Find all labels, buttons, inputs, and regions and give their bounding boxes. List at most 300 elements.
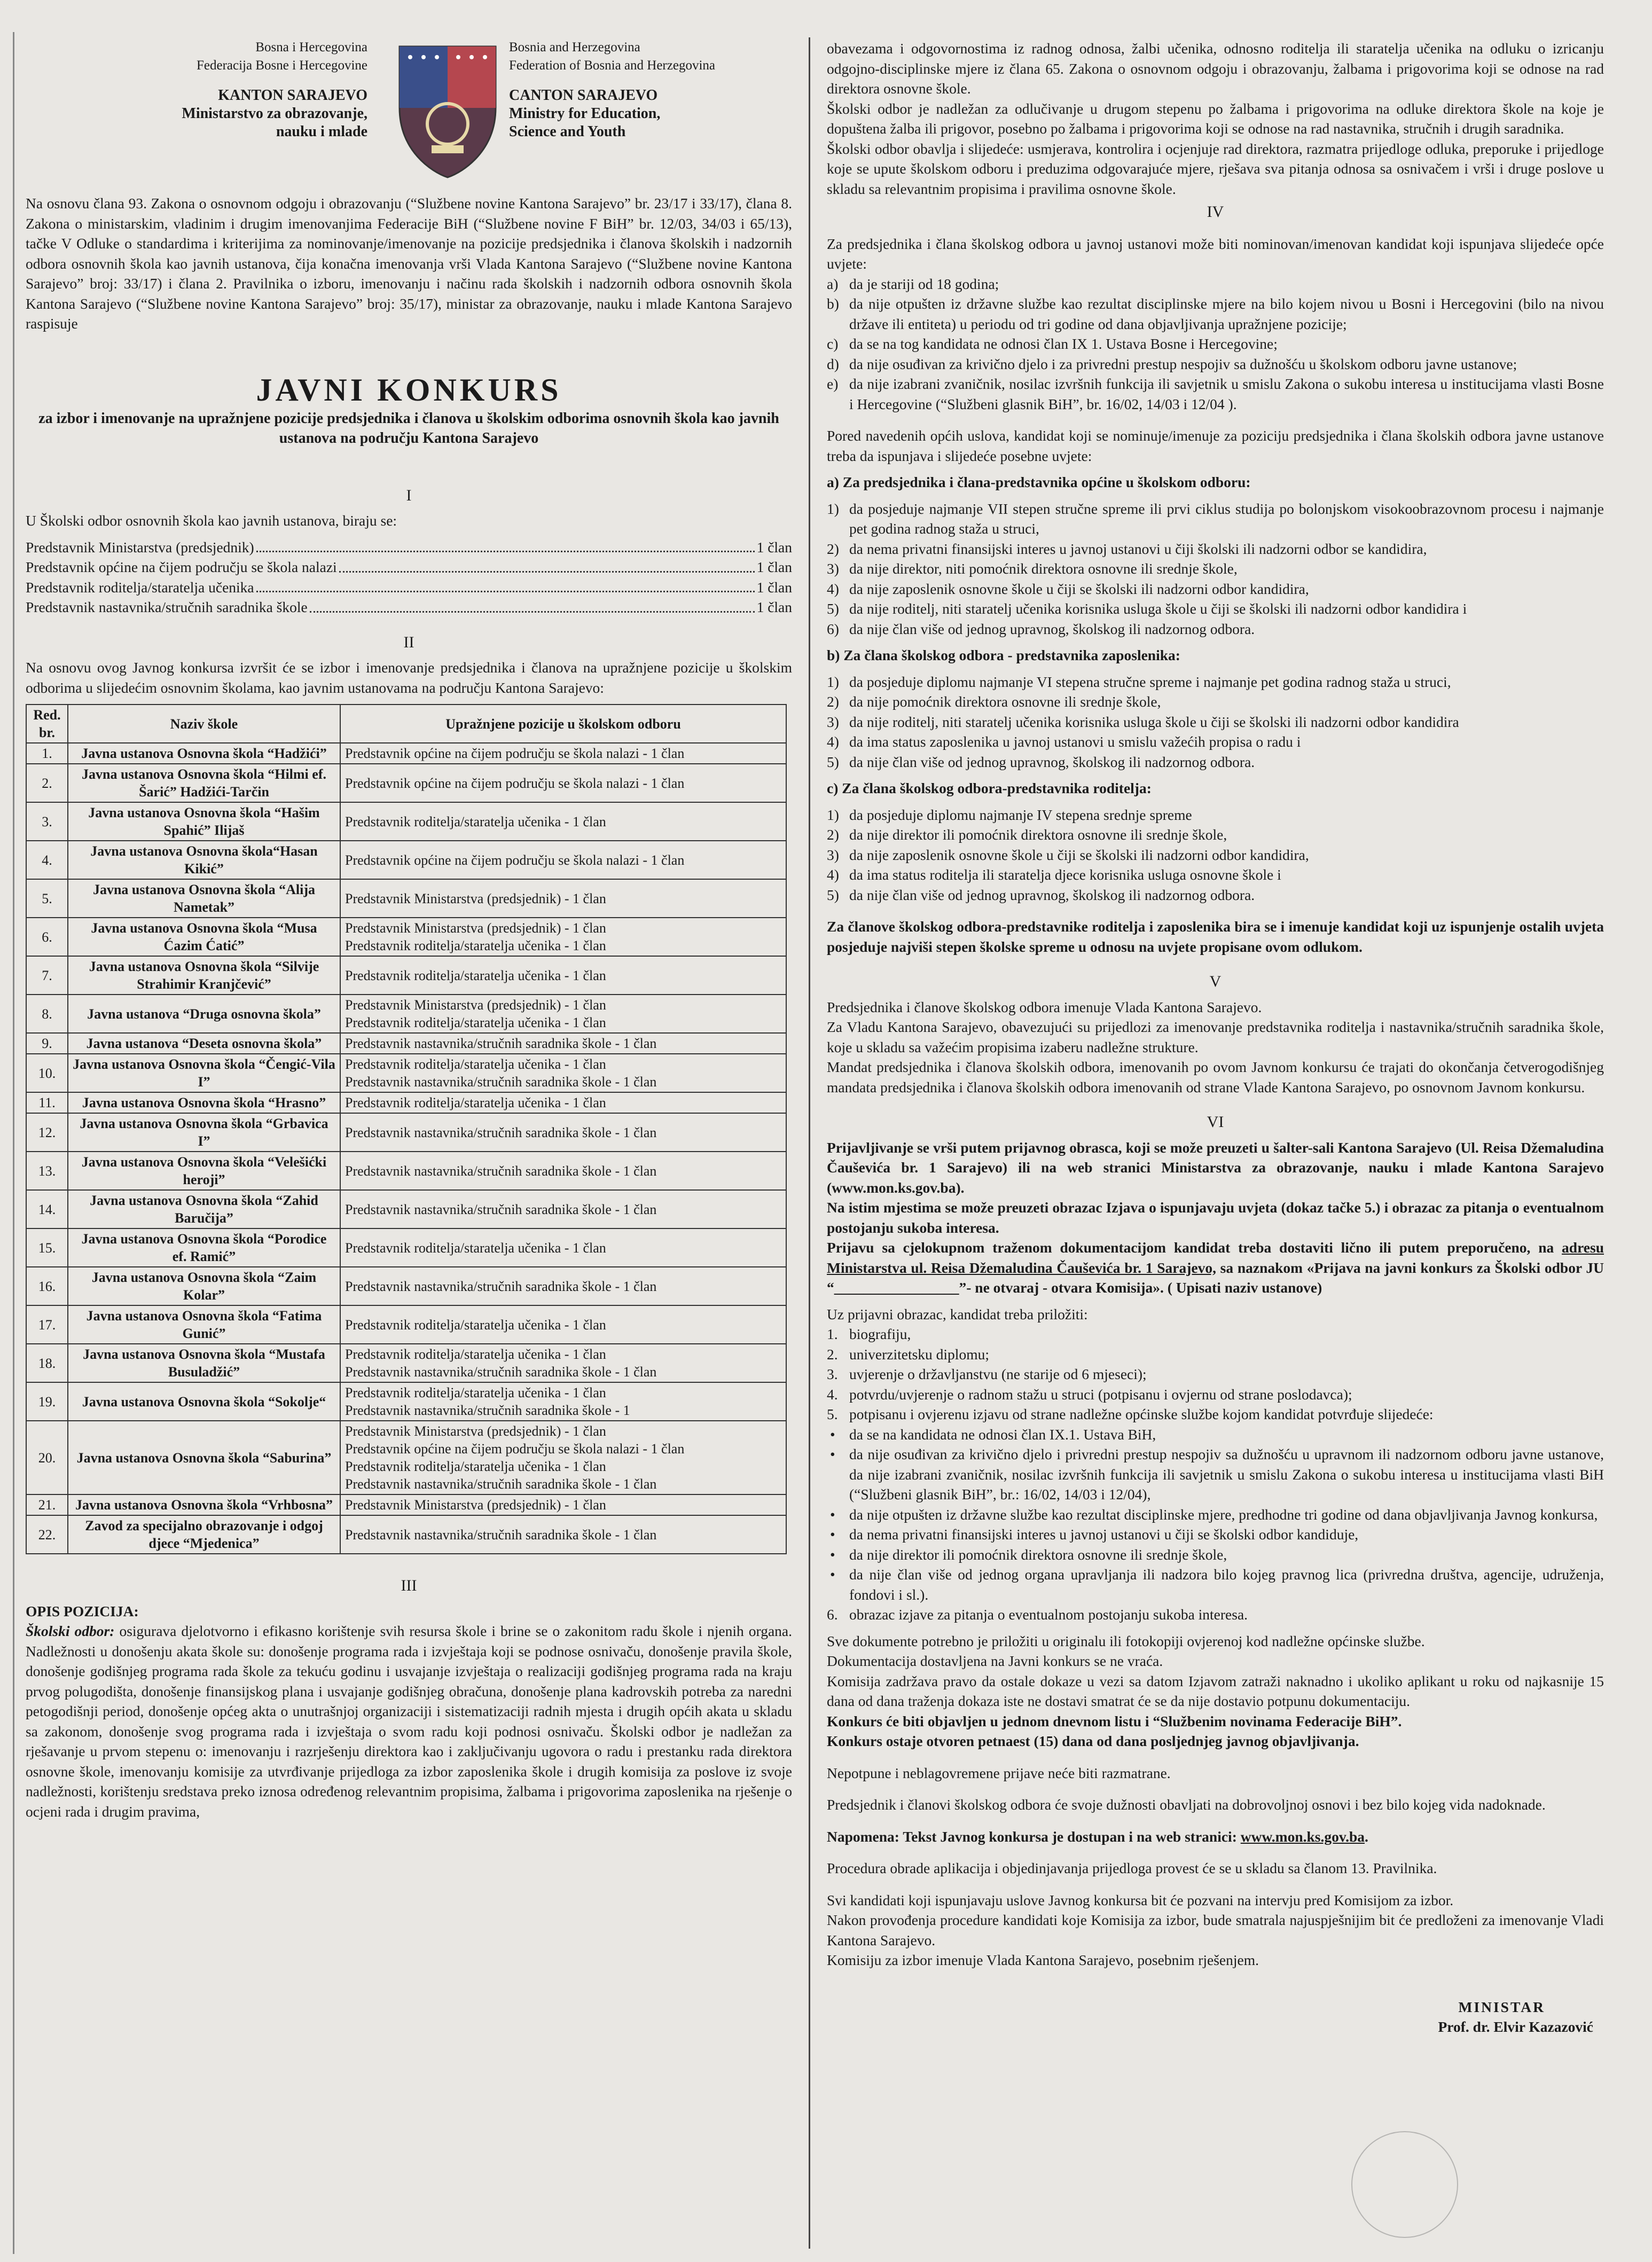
school-name: Javna ustanova Osnovna škola “Hašim Spahić” Ilijaš (68, 802, 340, 841)
vacant-positions (340, 1344, 786, 1382)
conditions-list-c (827, 805, 1604, 905)
row-number: 19. (26, 1382, 68, 1421)
signature-title: MINISTAR (1458, 1998, 1545, 2015)
header-right-text (509, 38, 808, 141)
list-text: da se na tog kandidata ne odnosi član IX 1. Ustava Bosne i Hercegovine; (849, 335, 1278, 352)
position-entry: Predstavnik nastavnika/stručnih saradnika škole - 1 član (345, 1527, 657, 1543)
header-left-line: Bosna i Hercegovina (255, 40, 367, 54)
list-number: 4) (827, 866, 839, 883)
table-row (26, 1113, 786, 1152)
final-paragraph: Svi kandidati koji ispunjavaju uslove Javnog konkursa bit će pozvani na intervju pred Komisijom za izbor. (827, 1891, 1454, 1908)
list-item (827, 712, 1604, 732)
table-header-row (26, 705, 786, 743)
list-number: 6. (827, 1606, 838, 1623)
vacant-positions (340, 1113, 786, 1152)
member-count: 1 član (756, 538, 792, 555)
position-entry: Predstavnik Ministarstva (predsjednik) - 1 član (345, 1423, 606, 1439)
conditions-list-a (827, 499, 1604, 639)
list-number: b) (827, 295, 839, 312)
list-item (827, 825, 1604, 845)
attachments-list-end (827, 1604, 1604, 1625)
voluntary-basis-note: Predsjednik i članovi školskog odbora će svoje dužnosti obavljati na dobrovoljnoj osnovi i bez bilo kojeg vida nadoknade. (827, 1796, 1546, 1813)
list-number: 2) (827, 693, 839, 710)
position-entry: Predstavnik roditelja/staratelja učenika - 1 član (345, 1385, 606, 1400)
list-item (827, 692, 1604, 712)
list-number: 6) (827, 620, 839, 637)
table-row (26, 1228, 786, 1267)
deadline-info: Konkurs ostaje otvoren petnaest (15) dana od dana posljednjeg javnog objavljivanja. (827, 1733, 1359, 1749)
vacant-positions (340, 1382, 786, 1421)
procedure-note: Procedura obrade aplikacija i objedinjavanja prijedloga provest će se u skladu sa članom 13. Pravilnika. (827, 1860, 1437, 1876)
documents-paragraph: Komisija zadržava pravo da ostale dokaze u vezi sa datom Izjavom zatraži naknadno i ukoliko aplikant u roku od najkasnije 15 dana od dana traženja dokaza iste ne dostavi smatrat će se da nije dostavio potpunu dokumentaciju. (827, 1672, 1604, 1709)
position-entry: Predstavnik roditelja/staratelja učenika - 1 član (345, 813, 606, 829)
list-number: 4) (827, 580, 839, 597)
list-item (827, 599, 1604, 619)
conditions-list-b (827, 672, 1604, 772)
member-row (26, 557, 792, 577)
dot-leader (256, 591, 755, 592)
section2-lead: Na osnovu ovog Javnog konkursa izvršit će se izbor i imenovanje predsjednika i članova na upražnjene pozicije u školskim odborima u slijedećim osnovnim školama, kao javnim ustanovama na području Kantona Sarajevo: (26, 659, 792, 696)
position-entry: Predstavnik općine na čijem području se škola nalazi - 1 član (345, 746, 685, 761)
section4-lead: Za predsjednika i člana školskog odbora u javnoj ustanovi može biti nominovan/imenovan kandidat koji ispunjava slijedeće opće uvjete: (827, 235, 1604, 272)
section-numeral: V (1209, 973, 1222, 990)
section-numeral: III (401, 1577, 417, 1594)
list-number: 3) (827, 560, 839, 577)
submission-info (827, 1238, 1604, 1298)
table-row (26, 1382, 786, 1421)
final-paragraph: Nakon provođenja procedure kandidati koje Komisija za izbor, bude smatrala najuspješnijim bit će predloženi za imenovanje Vladi Kantona Sarajevo. (827, 1912, 1604, 1948)
header-left-bold: Ministarstvo za obrazovanje, (182, 105, 367, 122)
position-entry: Predstavnik roditelja/staratelja učenika - 1 član (345, 1347, 606, 1362)
position-entry: Predstavnik roditelja/staratelja učenika - 1 član (345, 1459, 606, 1474)
vacant-positions (340, 1267, 786, 1305)
attachments-list (827, 1324, 1604, 1424)
list-text: da posjeduje diplomu najmanje VI stepena stručne spreme i najmanje pet godina radnog staža u struci, (849, 673, 1451, 690)
position-entry: Predstavnik nastavnika/stručnih saradnika škole - 1 član (345, 1163, 657, 1179)
vacant-positions (340, 764, 786, 802)
list-text: da ima status zaposlenika u javnoj ustanovi u smislu važećih propisa o radu i (849, 733, 1301, 750)
position-entry: Predstavnik roditelja/staratelja učenika - 1 član (345, 938, 606, 953)
list-item (827, 1344, 1604, 1365)
table-row (26, 743, 786, 764)
row-number: 9. (26, 1033, 68, 1054)
bullet-mark: • (830, 1546, 835, 1563)
document-subtitle: za izbor i imenovanje na upražnjene pozicije predsjednika i članova u školskim odborima osnovnih škola kao javnih ustanova na području Kantona Sarajevo (38, 410, 779, 447)
schools-table (26, 704, 787, 1554)
list-item (827, 539, 1604, 559)
bullet-text: da nema privatni finansijski interes u javnoj ustanovi u čiji se školski odbor kandiduje, (849, 1526, 1359, 1543)
list-item (827, 334, 1604, 354)
list-text: da nema privatni finansijski interes u javnoj ustanovi u čiji školski ili nadzorni odbor se kandidira, (849, 540, 1427, 557)
dot-leader (256, 551, 755, 552)
row-number: 22. (26, 1515, 68, 1554)
page-edge-line (13, 32, 14, 2254)
section3-continued: Školski odbor obavlja i slijedeće: usmjerava, kontrolira i ocjenjuje rad direktora, razmatra prijedloge odluka, preporuke i prijedloge koje se upute školskom odboru i preduzima odgovarajuće mjere, rješava sva pitanja odnosa sa osnivačem i vrši i druge poslove u skladu sa relevantnim propisima i pravilima osnovne škole. (827, 140, 1604, 197)
position-entry: Predstavnik općine na čijem području se škola nalazi - 1 član (345, 1441, 685, 1457)
position-entry: Predstavnik nastavnika/stručnih saradnika škole - 1 član (345, 1124, 657, 1140)
list-item (827, 1364, 1604, 1384)
header-right-bold: CANTON SARAJEVO (509, 87, 658, 104)
vacant-positions (340, 879, 786, 918)
web-link[interactable]: www.mon.ks.gov.ba (1240, 1828, 1365, 1845)
row-number: 2. (26, 764, 68, 802)
header-left-text (116, 38, 367, 141)
table-row (26, 1305, 786, 1344)
member-label: Predstavnik nastavnika/stručnih saradnika škole (26, 599, 308, 615)
school-name: Javna ustanova Osnovna škola “Alija Nametak” (68, 879, 340, 918)
vacant-positions (340, 841, 786, 879)
schools-table-body (26, 743, 786, 1554)
submission-text: Prijavu sa cjelokupnom traženom dokumentacijom kandidat treba dostaviti lično ili putem preporučeno, na (827, 1239, 1562, 1256)
list-number: c) (827, 335, 839, 352)
table-row (26, 1494, 786, 1515)
vacant-positions (340, 1190, 786, 1228)
list-number: 5) (827, 753, 839, 770)
row-number: 14. (26, 1190, 68, 1228)
bullet-item (827, 1424, 1604, 1445)
list-item (827, 619, 1604, 639)
school-name: Javna ustanova Osnovna škola “Velešićki heroji” (68, 1152, 340, 1190)
school-name: Javna ustanova Osnovna škola “Saburina” (68, 1421, 340, 1494)
position-entry: Predstavnik nastavnika/stručnih saradnika škole - 1 (345, 1403, 630, 1418)
table-row (26, 1515, 786, 1554)
signature-name: Prof. dr. Elvir Kazazović (1438, 2018, 1593, 2035)
document-title: JAVNI KONKURS (256, 372, 562, 408)
section1-lead: U Školski odbor osnovnih škola kao javnih ustanova, biraju se: (26, 512, 397, 529)
row-number: 8. (26, 995, 68, 1033)
list-text: da je stariji od 18 godina; (849, 275, 999, 292)
member-row (26, 577, 792, 598)
list-text: potvrdu/uvjerenje o radnom stažu u struci (potpisanu i ovjernu od strane poslodavca); (849, 1386, 1352, 1403)
position-entry: Predstavnik roditelja/staratelja učenika - 1 član (345, 1317, 606, 1333)
list-text: da nije član više od jednog upravnog, školskog ili nadzornog odbora. (849, 886, 1255, 903)
vacant-positions (340, 1092, 786, 1113)
bullet-item (827, 1524, 1604, 1545)
declaration-bullets (827, 1424, 1604, 1605)
vacant-positions (340, 1494, 786, 1515)
table-row (26, 1033, 786, 1054)
list-text: da posjeduje diplomu najmanje IV stepena srednje spreme (849, 806, 1192, 823)
list-text: uvjerenje o državljanstvu (ne starije od 6 mjeseci); (849, 1366, 1147, 1382)
list-text: da nije otpušten iz državne službe kao rezultat disciplinske mjere na bilo kojem nivou u Bosni i Hercegovini (bilo na nivou države ili entiteta) u periodu od tri godine od dana objavljivanja upražnjene pozicije; (849, 295, 1604, 332)
position-entry: Predstavnik roditelja/staratelja učenika - 1 član (345, 1056, 606, 1072)
right-column (827, 38, 1604, 2037)
vacant-positions (340, 1305, 786, 1344)
final-paragraph: Komisiju za izbor imenuje Vlada Kantona Sarajevo, posebnim rješenjem. (827, 1952, 1259, 1968)
list-text: da posjeduje najmanje VII stepen stručne spreme ili prvi ciklus studija po bolonjskom visokoobrazovnom procesu i najmanje pet godina radnog staža u struci, (849, 500, 1604, 537)
intro-paragraph: Na osnovu člana 93. Zakona o osnovnom odgoju i obrazovanju (“Službene novine Kantona Sarajevo” br. 23/17 i 33/17), člana 8. Zakona o ministarskim, vladinim i drugim imenovanjima Federacije BiH (“Službene novine F BiH” br. 12/03, 34/03 i 65/13), tačke V Odluke o standardima i kriterijima za nominovanje/imenovanje na pozicije predsjednika i članova školskih i nadzornih odbora osnovnih škola kao javnih ustanova, čija konačna imenovanja vrši Vlada Kantona Sarajevo (“Službene novine Kantona Sarajevo” broj: 33/17) i člana 2. Pravilnika o izboru, imenovanju i načinu rada školskih i nadzornih odbora osnovnih škola Kantona Sarajevo (“Službene novine Kantona Sarajevo” broj: 35/17), ministar za obrazovanje, nauku i mlade Kantona Sarajevo raspisuje (26, 195, 792, 332)
list-text: da ima status roditelja ili staratelja djece korisnika usluga osnovne škole i (849, 866, 1281, 883)
school-name: Javna ustanova Osnovna škola“Hasan Kikić” (68, 841, 340, 879)
position-entry: Predstavnik Ministarstva (predsjednik) - 1 član (345, 890, 606, 906)
school-name: Javna ustanova Osnovna škola “Čengić-Vila I” (68, 1054, 340, 1092)
row-number: 5. (26, 879, 68, 918)
position-entry: Predstavnik općine na čijem području se škola nalazi - 1 član (345, 775, 685, 791)
school-name: Javna ustanova Osnovna škola “Mustafa Busuladžić” (68, 1344, 340, 1382)
list-item (827, 1604, 1604, 1625)
ministry-header (26, 38, 792, 193)
position-entry: Predstavnik roditelja/staratelja učenika - 1 član (345, 967, 606, 983)
bullet-mark: • (830, 1426, 835, 1443)
web-note-label: Napomena: Tekst Javnog konkursa je dostupan i na web stranici: (827, 1828, 1241, 1845)
list-item (827, 1404, 1604, 1424)
list-text: da nije izabrani zvaničnik, nosilac izvršnih funkcija ili savjetnik u smislu Zakona o sukobu interesa u institucijama vlasti Bosne i Hercegovine (“Službeni glasnik BiH”, br. 16/02, 14/03 i 12/04 ). (849, 375, 1604, 412)
position-entry: Predstavnik nastavnika/stručnih saradnika škole - 1 član (345, 1476, 657, 1492)
section5-paragraph: Mandat predsjednika i članova školskih odbora, imenovanih po ovom Javnom konkursu će trajati do okončanja četverogodišnjeg mandata predsjednika i članova školskih odbora imenovanih od strane Vlade Kantona Sarajevo, po osnovnom Javnom konkursu. (827, 1059, 1604, 1095)
table-row (26, 995, 786, 1033)
row-number: 16. (26, 1267, 68, 1305)
position-entry: Predstavnik Ministarstva (predsjednik) - 1 član (345, 997, 606, 1013)
list-number: 2) (827, 826, 839, 843)
list-item (827, 274, 1604, 294)
list-number: 5. (827, 1406, 838, 1422)
list-item (827, 845, 1604, 865)
member-label: Predstavnik Ministarstva (predsjednik) (26, 538, 254, 555)
position-entry: Predstavnik Ministarstva (predsjednik) - 1 član (345, 920, 606, 936)
vacant-positions (340, 743, 786, 764)
left-column (26, 38, 792, 1821)
web-note-end: . (1365, 1828, 1368, 1845)
section3-continued: obavezama i odgovornostima iz radnog odnosa, žalbi učenika, odnosno roditelja ili staratelja učenika na odluku o izricanju odgojno-disciplinske mjere iz člana 65. Zakona o osnovnom odgoju i obrazovanju, žalbama i prigovorima koji se odnose na rad direktora osnovne škole. (827, 40, 1604, 97)
section-numeral: IV (1207, 203, 1224, 221)
list-item (827, 805, 1604, 825)
school-name: Javna ustanova “Druga osnovna škola” (68, 995, 340, 1033)
row-number: 3. (26, 802, 68, 841)
row-number: 12. (26, 1113, 68, 1152)
table-row (26, 1092, 786, 1113)
table-row (26, 802, 786, 841)
bullet-item (827, 1444, 1604, 1505)
row-number: 17. (26, 1305, 68, 1344)
section4-closing: Za članove školskog odbora-predstavnike roditelja i zaposlenika bira se i imenuje kandidat koji uz ispunjenje ostalih uvjeta posjeduje najviši stepen školske spreme u odnosu na uvjete propisane ovom odlukom. (827, 918, 1604, 955)
list-item (827, 672, 1604, 692)
bullet-item (827, 1545, 1604, 1565)
row-number: 6. (26, 918, 68, 956)
section-numeral: VI (1207, 1113, 1224, 1131)
dot-leader (310, 611, 755, 613)
school-board-description: osigurava djelotvorno i efikasno korištenje svih resursa škole i brine se o zakonitom radu škole i njenih organa. Nadležnosti u donošenju akata škole su: donošenje programa rada i izvještaja koji se podnose osnivaču, donošenje pravila škole, donošenje godišnjeg programa rada škole za tekuću godinu i usvajanje izvještaja o realizaciji godišnjeg programa rada na kraju prvog polugodišta, donošenje finansijskog plana i usvajanje godišnjeg obračuna, donošenje plana kadrovskih potreba za naredni petogodišnji period, donošenje općeg akta o unutrašnjoj organizaciji i sistematizaciji radnih mjesta i drugih općih akata u skladu sa zakonom, donošenje svog programa rada i izvještaja o svom radu koji podnosi osnivaču. Školski odbor je nadležan za rješavanje u prvom stepenu o: imenovanju i razrješenju direktora kao i zaključivanju ugovora o radu i prestanku rada direktora osnovne škole, imenovanju komisije za utvrđivanje prijedloga za izbor zaposlenika škole i drugih komisija za poslove iz svoje nadležnosti, korištenju sredstava preko iznosa određenog relevantnim propisima, žalbama i prigovorima zaposlenika na rješenje o ocjeni rada i drugim pravima, (26, 1623, 792, 1820)
school-name: Javna ustanova Osnovna škola “Zaim Kolar” (68, 1267, 340, 1305)
header-left-bold: nauku i mlade (276, 123, 367, 140)
row-number: 20. (26, 1421, 68, 1494)
position-entry: Predstavnik općine na čijem području se škola nalazi - 1 član (345, 852, 685, 868)
list-text: da nije direktor ili pomoćnik direktora osnovne ili srednje škole, (849, 826, 1227, 843)
documents-paragraph: Sve dokumente potrebno je priložiti u originalu ili fotokopiji ovjerenoj kod nadležne općinske službe. (827, 1632, 1425, 1649)
school-name: Javna ustanova Osnovna škola “Zahid Baručija” (68, 1190, 340, 1228)
list-number: 3) (827, 846, 839, 863)
list-item (827, 354, 1604, 374)
school-name: Javna ustanova Osnovna škola “Porodice ef. Ramić” (68, 1228, 340, 1267)
vacant-positions (340, 1228, 786, 1267)
list-item (827, 499, 1604, 539)
list-number: 2. (827, 1345, 838, 1363)
list-item (827, 1324, 1604, 1344)
position-entry: Predstavnik roditelja/staratelja učenika - 1 član (345, 1095, 606, 1110)
incomplete-applications-note: Nepotpune i neblagovremene prijave neće biti razmatrane. (827, 1764, 1171, 1781)
vacant-positions (340, 1033, 786, 1054)
table-row (26, 956, 786, 995)
bullet-text: da nije otpušten iz državne službe kao rezultat disciplinske mjere, predhodne tri godine od dana objavljivanja Javnog konkursa, (849, 1506, 1598, 1523)
list-number: 1. (827, 1326, 838, 1342)
school-name: Zavod za specijalno obrazovanje i odgoj djece “Mjedenica” (68, 1515, 340, 1554)
position-entry: Predstavnik nastavnika/stručnih saradnika škole - 1 član (345, 1364, 657, 1380)
school-name: Javna ustanova Osnovna škola “Hadžići” (68, 743, 340, 764)
list-text: da nije roditelj, niti staratelj učenika korisnika usluga škole u čiji se školski ili nadzorni odbor kandidira (849, 713, 1459, 730)
list-item (827, 374, 1604, 414)
list-number: 5) (827, 600, 839, 617)
table-row (26, 1421, 786, 1494)
school-name: Javna ustanova Osnovna škola “Grbavica I” (68, 1113, 340, 1152)
bullet-text: da nije direktor ili pomoćnik direktora osnovne ili srednje škole, (849, 1546, 1227, 1563)
vacant-positions (340, 1421, 786, 1494)
member-count: 1 član (756, 578, 792, 596)
school-name: Javna ustanova Osnovna škola “Hilmi ef. Šarić” Hadžići-Tarčin (68, 764, 340, 802)
section-numeral: I (406, 486, 412, 504)
vacant-positions (340, 1152, 786, 1190)
header-right-line: Bosnia and Herzegovina (509, 40, 640, 54)
list-text: da nije direktor, niti pomoćnik direktora osnovne ili srednje škole, (849, 560, 1238, 577)
coat-of-arms-logo (394, 44, 501, 180)
list-number: 1) (827, 673, 839, 690)
list-text: potpisanu i ovjerenu izjavu od strane nadležne općinske službe kojom kandidat potvrđuje slijedeće: (849, 1406, 1434, 1422)
ministry-address: adresu Ministarstva ul. Reisa Džemaludina Čauševića br. 1 Sarajevo, (827, 1239, 1604, 1276)
list-text: da nije član više od jednog upravnog, školskog ili nadzornog odbora. (849, 753, 1255, 770)
list-number: 5) (827, 886, 839, 903)
section5-paragraph: Za Vladu Kantona Sarajevo, obavezujući su prijedlozi za imenovanje predstavnika roditelja i nastavnika/stručnih saradnika škole, koje u skladu sa važećim propisima izaberu nadležne strukture. (827, 1019, 1604, 1055)
submission-text: sa naznakom «Prijava na javni konkurs za Školski odbor JU “_________________”- ne otvaraj - otvara Komisija». ( Upisati naziv ustanove) (827, 1259, 1604, 1296)
list-number: 3. (827, 1366, 838, 1382)
official-stamp (1351, 2131, 1458, 2238)
member-count: 1 član (756, 599, 792, 615)
list-number: d) (827, 355, 839, 372)
member-row (26, 597, 792, 617)
member-list (26, 537, 792, 617)
bullet-text: da se na kandidata ne odnosi član IX.1. Ustava BiH, (849, 1426, 1156, 1443)
school-name: Javna ustanova Osnovna škola “Fatima Gunić” (68, 1305, 340, 1344)
list-number: e) (827, 375, 839, 392)
row-number: 10. (26, 1054, 68, 1092)
row-number: 7. (26, 956, 68, 995)
table-row (26, 1267, 786, 1305)
table-row (26, 879, 786, 918)
vacant-positions (340, 1054, 786, 1092)
bullet-text: da nije osuđivan za krivično djelo i privredni prestup nespojiv sa dužnošću u upravnom ili nadzornom odboru javne ustanove, da nije izabrani zvaničnik, nosilac izvršnih funkcija ili savjetnik u smislu Zakona o sukobu interesa u institucijama vlasti BiH (“Službeni glasnik BiH”, br.: 16/02, 14/03 i 12/04), (849, 1446, 1604, 1502)
row-number: 1. (26, 743, 68, 764)
attachments-lead: Uz prijavni obrazac, kandidat treba priložiti: (827, 1305, 1088, 1322)
section3-paragraph (26, 1621, 792, 1821)
row-number: 15. (26, 1228, 68, 1267)
column-header: Upražnjene pozicije u školskom odboru (340, 705, 786, 743)
list-number: 3) (827, 713, 839, 730)
subsection-heading-b: b) Za člana školskog odbora - predstavnika zaposlenika: (827, 647, 1180, 663)
application-info: Prijavljivanje se vrši putem prijavnog obrasca, koji se može preuzeti u šalter-sali Kantona Sarajevo (Ul. Reisa Džemaludina Čauševića br. 1 Sarajevo) ili na web stranici Ministarstva za obrazovanje, nauku i mlade Kantona Sarajevo (www.mon.ks.gov.ba). (827, 1139, 1604, 1196)
general-conditions-list (827, 274, 1604, 414)
column-header: Red. br. (26, 705, 68, 743)
table-row (26, 1054, 786, 1092)
vacant-positions (340, 995, 786, 1033)
bullet-mark: • (830, 1506, 835, 1523)
list-item (827, 579, 1604, 599)
position-entry: Predstavnik nastavnika/stručnih saradnika škole - 1 član (345, 1074, 657, 1090)
school-board-term: Školski odbor: (26, 1623, 115, 1639)
member-label: Predstavnik općine na čijem području se škola nalazi (26, 559, 337, 575)
documents-paragraph: Dokumentacija dostavljena na Javni konkurs se ne vraća. (827, 1653, 1163, 1669)
list-text: biografiju, (849, 1326, 911, 1342)
vacant-positions (340, 956, 786, 995)
position-entry: Predstavnik nastavnika/stručnih saradnika škole - 1 član (345, 1201, 657, 1217)
bullet-mark: • (830, 1526, 835, 1543)
subsection-heading-a: a) Za predsjednika i člana-predstavnika općine u školskom odboru: (827, 474, 1251, 490)
position-entry: Predstavnik nastavnika/stručnih saradnika škole - 1 član (345, 1036, 657, 1051)
table-row (26, 918, 786, 956)
vacant-positions (340, 802, 786, 841)
vacant-positions (340, 1515, 786, 1554)
list-item (827, 294, 1604, 334)
header-right-bold: Science and Youth (509, 123, 626, 140)
row-number: 13. (26, 1152, 68, 1190)
forms-info: Na istim mjestima se može preuzeti obrazac Izjava o ispunjavaju uvjeta (dokaz tačke 5.) i obrazac za pitanja o eventualnom postojanju sukoba interesa. (827, 1199, 1604, 1236)
dot-leader (339, 571, 755, 573)
publication-info: Konkurs će biti objavljen u jednom dnevnom listu i “Službenim novinama Federacije BiH”. (827, 1712, 1402, 1729)
position-entry: Predstavnik nastavnika/stručnih saradnika škole - 1 član (345, 1278, 657, 1294)
list-text: da nije zaposlenik osnovne škole u čiji se školski ili nadzorni odbor kandidira, (849, 580, 1309, 597)
table-row (26, 1152, 786, 1190)
list-item (827, 559, 1604, 579)
special-conditions-lead: Pored navedenih općih uslova, kandidat koji se nominuje/imenuje za poziciju predsjednika i člana školskih odbora javne ustanove treba da ispunjava i slijedeće posebne uvjete: (827, 427, 1604, 464)
member-row (26, 537, 792, 558)
header-right-bold: Ministry for Education, (509, 105, 661, 122)
header-left-line: Federacija Bosne i Hercegovine (196, 58, 367, 73)
bullet-text: da nije član više od jednog organa upravljanja ili nadzora bilo kojeg pravnog lica (privredna društva, agencije, udruženja, fondovi i sl.). (849, 1566, 1604, 1603)
school-name: Javna ustanova “Deseta osnovna škola” (68, 1033, 340, 1054)
list-number: a) (827, 275, 839, 292)
header-right-line: Federation of Bosnia and Herzegovina (509, 58, 715, 73)
member-label: Predstavnik roditelja/staratelja učenika (26, 578, 254, 596)
subsection-heading-c: c) Za člana školskog odbora-predstavnika roditelja: (827, 780, 1152, 796)
position-entry: Predstavnik roditelja/staratelja učenika - 1 član (345, 1015, 606, 1030)
column-divider (809, 37, 810, 2249)
list-number: 2) (827, 540, 839, 557)
row-number: 11. (26, 1092, 68, 1113)
list-number: 4. (827, 1386, 838, 1403)
row-number: 21. (26, 1494, 68, 1515)
section3-heading: OPIS POZICIJA: (26, 1602, 139, 1619)
vacant-positions (340, 918, 786, 956)
table-row (26, 1190, 786, 1228)
bullet-mark: • (830, 1446, 835, 1462)
member-count: 1 član (756, 559, 792, 575)
bullet-mark: • (830, 1566, 835, 1583)
school-name: Javna ustanova Osnovna škola “Silvije Strahimir Kranjčević” (68, 956, 340, 995)
list-text: da nije osuđivan za krivično djelo i za privredni prestup nespojiv sa dužnošću u školskom odboru javne ustanove; (849, 355, 1517, 372)
list-item (827, 1384, 1604, 1405)
section3-continued: Školski odbor je nadležan za odlučivanje u drugom stepenu po žalbama i prigovorima na odluke direktora škole na koje je dopuštena žalba ili prigovor, posebno po žalbama i prigovorima koji se odnose na rad nastavnika, stručnih i drugih saradnika. (827, 100, 1604, 137)
web-note (827, 1827, 1604, 1847)
column-header: Naziv škole (68, 705, 340, 743)
row-number: 18. (26, 1344, 68, 1382)
table-row (26, 1344, 786, 1382)
school-name: Javna ustanova Osnovna škola “Musa Ćazim Ćatić” (68, 918, 340, 956)
bullet-item (827, 1564, 1604, 1604)
school-name: Javna ustanova Osnovna škola “Sokolje“ (68, 1382, 340, 1421)
list-text: univerzitetsku diplomu; (849, 1345, 989, 1363)
table-row (26, 841, 786, 879)
list-number: 1) (827, 500, 839, 517)
table-row (26, 764, 786, 802)
list-item (827, 885, 1604, 905)
position-entry: Predstavnik Ministarstva (predsjednik) - 1 član (345, 1497, 606, 1513)
section-numeral: II (403, 633, 414, 651)
